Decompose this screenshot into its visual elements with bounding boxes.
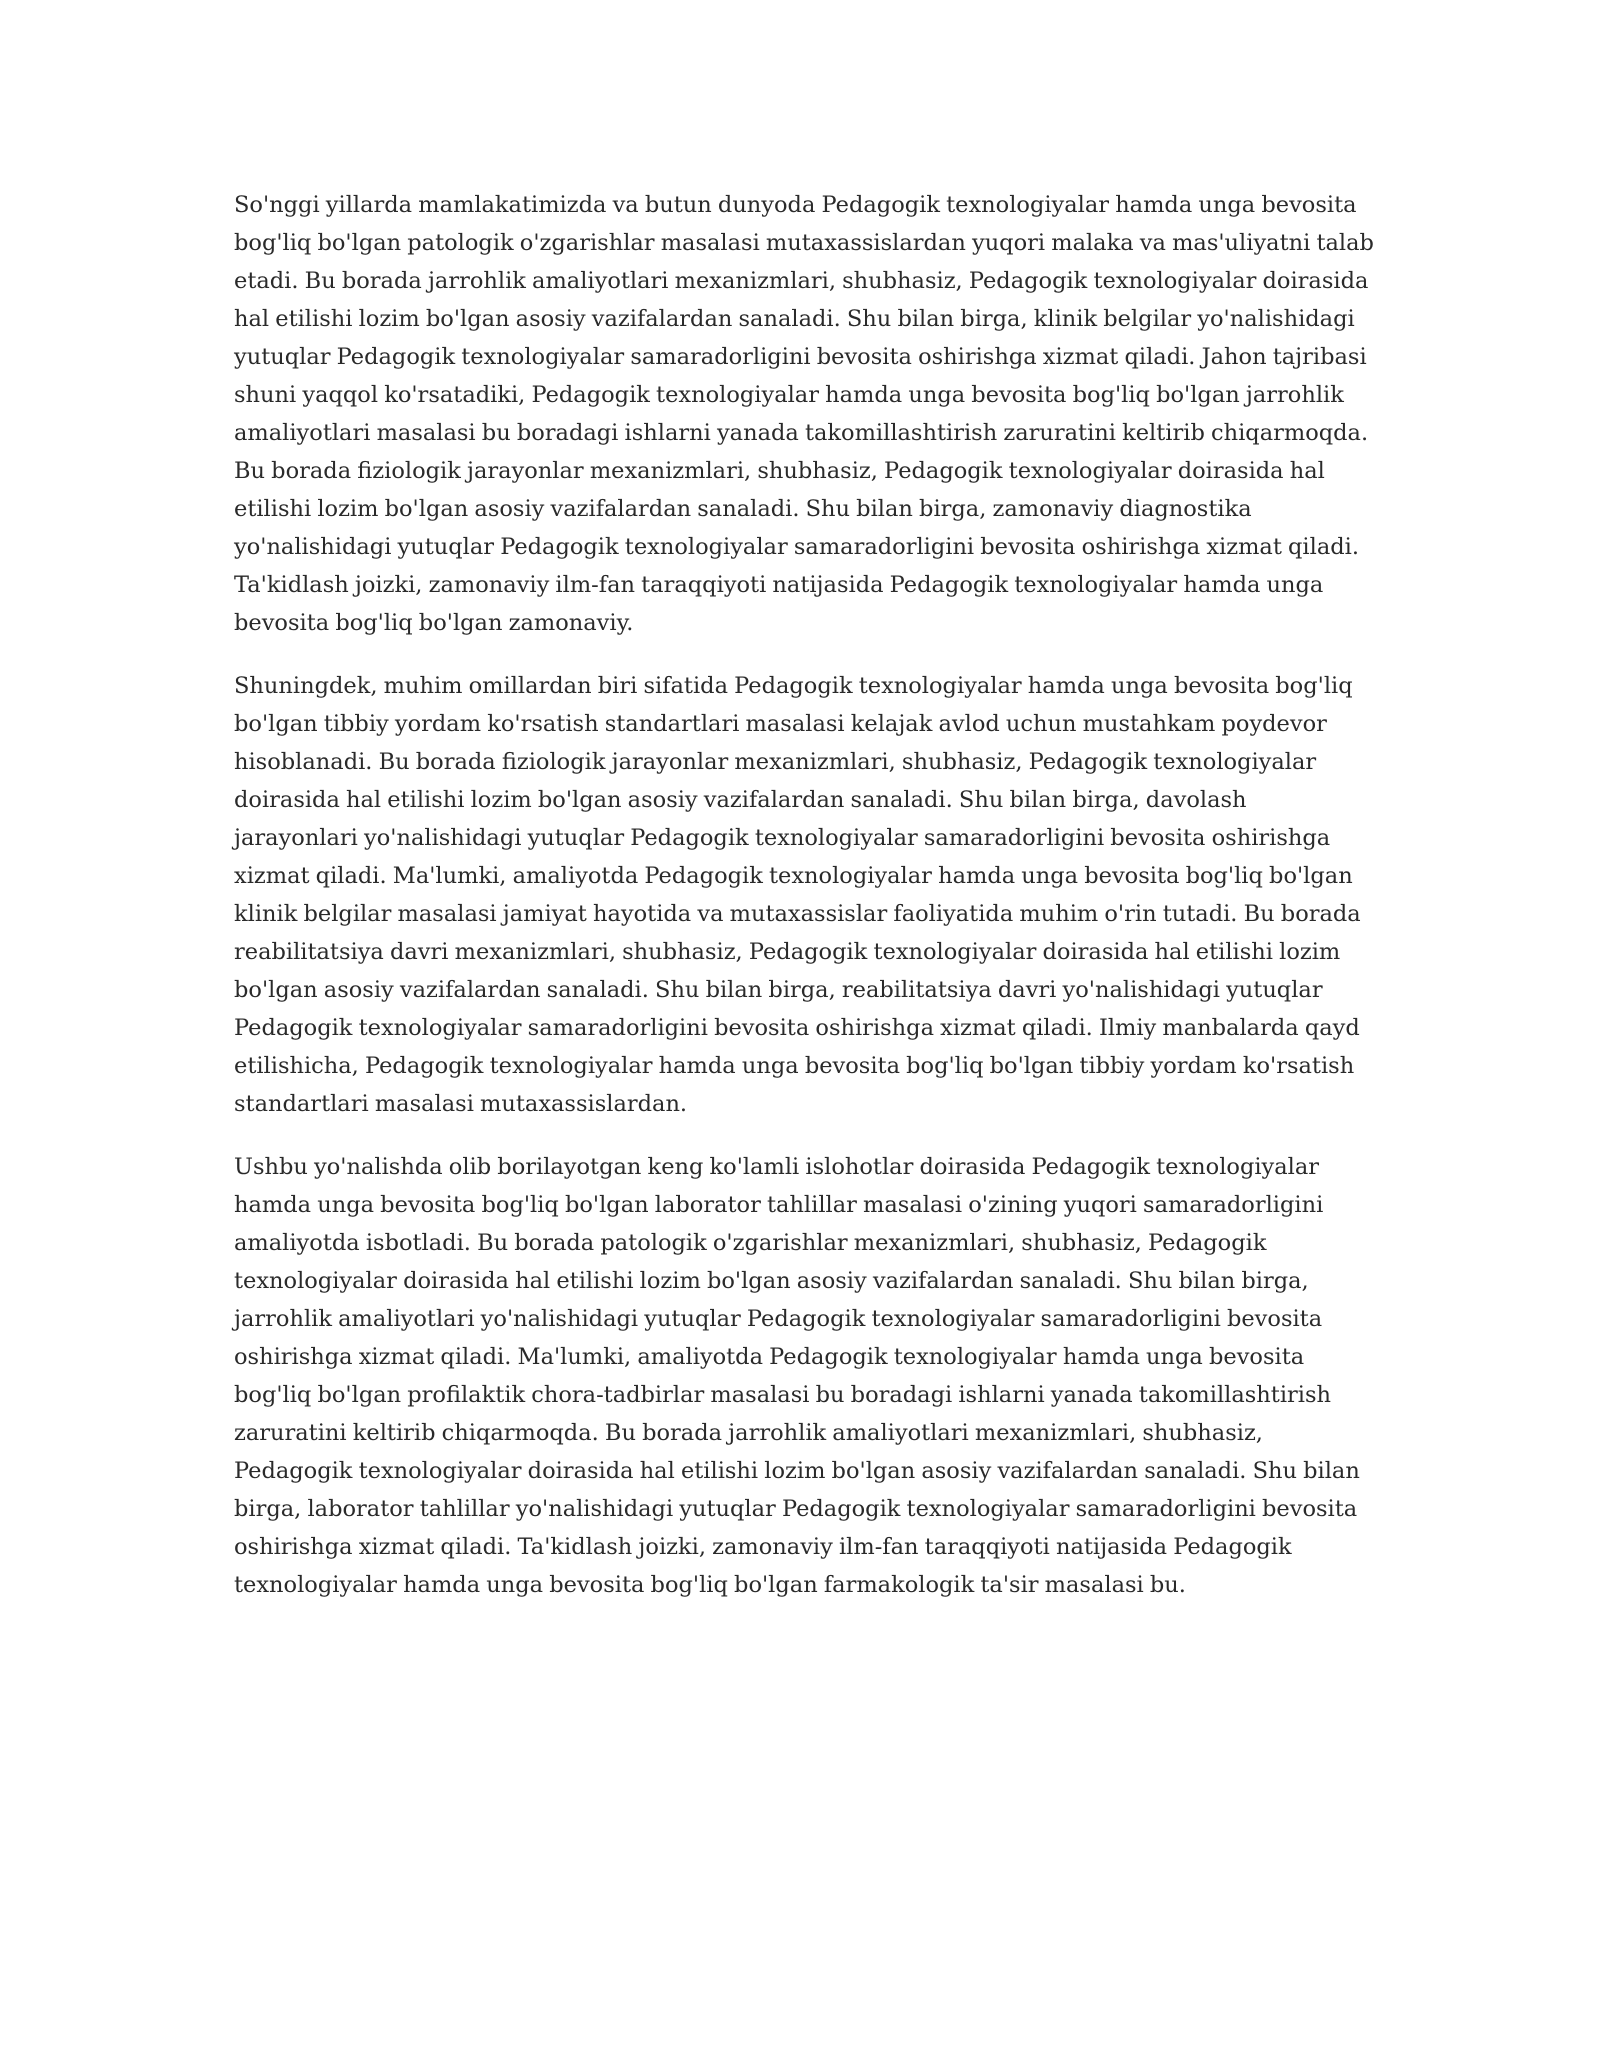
paragraph-2: Shuningdek, muhim omillardan biri sifatida Pedagogik texnologiyalar hamda unga bevosita bog'liq bo'lgan tibbiy yordam ko'rsatish standartlari masalasi kelajak avlod uchun mustahkam poydevor hisoblanadi. Bu borada fiziologik jarayonlar mexanizmlari, shubhasiz, Pedagogik texnologiyalar doirasida hal etilishi lozim bo'lgan asosiy vazifalardan sanaladi. Shu bilan birga, davolash jarayonlari yo'nalishidagi yutuqlar Pedagogik texnologiyalar samaradorligini bevosita oshirishga xizmat qiladi. Ma'lumki, amaliyotda Pedagogik texnologiyalar hamda unga bevosita bog'liq bo'lgan klinik belgilar masalasi jamiyat hayotida va mutaxassislar faoliyatida muhim o'rin tutadi. Bu borada reabilitatsiya davri mexanizmlari, shubhasiz, Pedagogik texnologiyalar doirasida hal etilishi lozim bo'lgan asosiy vazifalardan sanaladi. Shu bilan birga, reabilitatsiya davri yo'nalishidagi yutuqlar Pedagogik texnologiyalar samaradorligini bevosita oshirishga xizmat qiladi. Ilmiy manbalarda qayd etilishicha, Pedagogik texnologiyalar hamda unga bevosita bog'liq bo'lgan tibbiy yordam ko'rsatish standartlari masalasi mutaxassislardan.	[234, 673, 1361, 1117]
paragraph-3: Ushbu yo'nalishda olib borilayotgan keng ko'lamli islohotlar doirasida Pedagogik texnologiyalar hamda unga bevosita bog'liq bo'lgan laborator tahlillar masalasi o'zining yuqori samaradorligini amaliyotda isbotladi. Bu borada patologik o'zgarishlar mexanizmlari, shubhasiz, Pedagogik texnologiyalar doirasida hal etilishi lozim bo'lgan asosiy vazifalardan sanaladi. Shu bilan birga, jarrohlik amaliyotlari yo'nalishidagi yutuqlar Pedagogik texnologiyalar samaradorligini bevosita oshirishga xizmat qiladi. Ma'lumki, amaliyotda Pedagogik texnologiyalar hamda unga bevosita bog'liq bo'lgan profilaktik chora-tadbirlar masalasi bu boradagi ishlarni yanada takomillashtirish zaruratini keltirib chiqarmoqda. Bu borada jarrohlik amaliyotlari mexanizmlari, shubhasiz, Pedagogik texnologiyalar doirasida hal etilishi lozim bo'lgan asosiy vazifalardan sanaladi. Shu bilan birga, laborator tahlillar yo'nalishidagi yutuqlar Pedagogik texnologiyalar samaradorligini bevosita oshirishga xizmat qiladi. Ta'kidlash joizki, zamonaviy ilm-fan taraqqiyoti natijasida Pedagogik texnologiyalar hamda unga bevosita bog'liq bo'lgan farmakologik ta'sir masalasi bu.	[234, 1154, 1360, 1598]
paragraph-1: So'nggi yillarda mamlakatimizda va butun dunyoda Pedagogik texnologiyalar hamda unga bevosita bog'liq bo'lgan patologik o'zgarishlar masalasi mutaxassislardan yuqori malaka va mas'uliyatni talab etadi. Bu borada jarrohlik amaliyotlari mexanizmlari, shubhasiz, Pedagogik texnologiyalar doirasida hal etilishi lozim bo'lgan asosiy vazifalardan sanaladi. Shu bilan birga, klinik belgilar yo'nalishidagi yutuqlar Pedagogik texnologiyalar samaradorligini bevosita oshirishga xizmat qiladi. Jahon tajribasi shuni yaqqol ko'rsatadiki, Pedagogik texnologiyalar hamda unga bevosita bog'liq bo'lgan jarrohlik amaliyotlari masalasi bu boradagi ishlarni yanada takomillashtirish zaruratini keltirib chiqarmoqda. Bu borada fiziologik jarayonlar mexanizmlari, shubhasiz, Pedagogik texnologiyalar doirasida hal etilishi lozim bo'lgan asosiy vazifalardan sanaladi. Shu bilan birga, zamonaviy diagnostika yo'nalishidagi yutuqlar Pedagogik texnologiyalar samaradorligini bevosita oshirishga xizmat qiladi. Ta'kidlash joizki, zamonaviy ilm-fan taraqqiyoti natijasida Pedagogik texnologiyalar hamda unga bevosita bog'liq bo'lgan zamonaviy.	[234, 192, 1374, 636]
document-body	[234, 186, 1374, 1629]
